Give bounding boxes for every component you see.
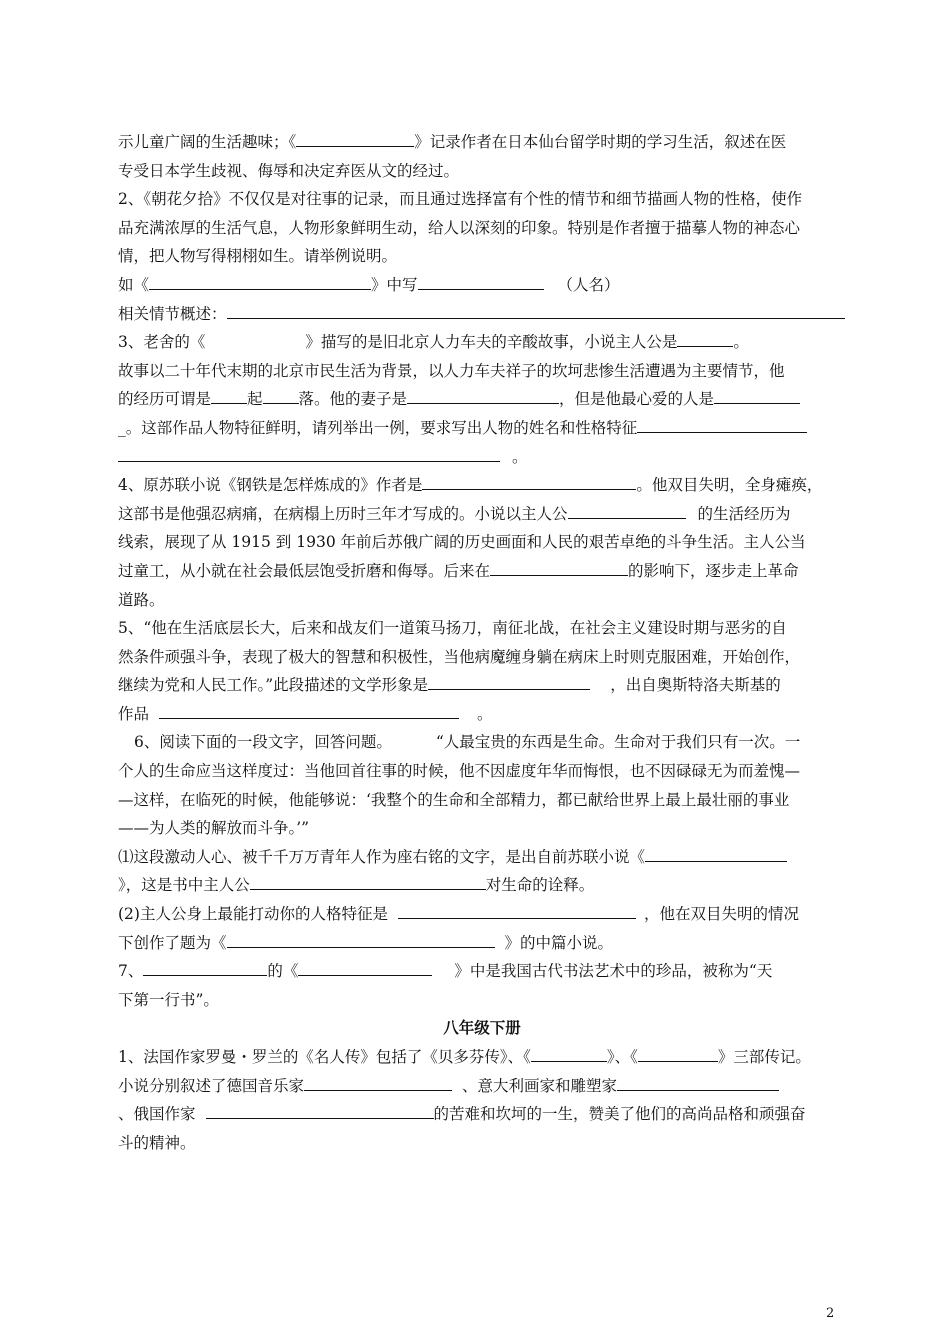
text-span: 7、 [118,962,144,981]
text-span: 。 [733,333,749,352]
page-number: 2 [826,1306,835,1321]
text-line [118,128,846,157]
text-line [118,528,846,557]
text-line [118,242,846,271]
answer-blank[interactable] [407,386,559,404]
answer-blank[interactable] [568,501,686,519]
answer-blank[interactable] [227,301,845,319]
answer-blank[interactable] [617,1073,779,1091]
text-line [118,871,846,900]
answer-blank[interactable] [118,444,500,462]
answer-blank[interactable] [304,1073,452,1091]
text-span: 6、阅读下面的一段文字，回答问题。 [134,733,392,752]
text-span: 的苦难和坎坷的一生，赞美了他们的高尚品格和顽强奋 [433,1105,806,1124]
text-span: （人名） [557,275,620,294]
answer-blank[interactable] [227,930,495,948]
answer-blank[interactable] [490,558,628,576]
answer-blank[interactable] [418,272,544,290]
text-span: 继续为党和人民工作。”此段描述的文学形象是 [118,676,429,695]
answer-blank[interactable] [296,129,414,147]
text-span: 起 [247,390,263,409]
text-line [118,643,846,672]
text-span: 的生活经历为 [697,504,791,523]
text-span: 这部书是他强忍病痛，在病榻上历时三年才写成的。小说以主人公 [118,504,568,523]
text-line [118,1129,846,1158]
text-span: 的《 [267,962,299,981]
text-line [118,843,846,872]
text-span: 过童工，从小就在社会最低层饱受折磨和侮辱。后来在 [118,561,491,580]
answer-blank[interactable] [211,386,247,404]
text-line [118,557,846,586]
text-span: ，出自奥斯特洛夫斯基的 [610,676,781,695]
answer-blank[interactable] [149,272,371,290]
answer-blank[interactable] [422,472,636,490]
answer-blank[interactable] [398,901,636,919]
text-line [118,300,846,329]
text-span: 品充满浓厚的生活气息，人物形象鲜明生动，给人以深刻的印象。特别是作者擅于描摹人物的神态心 [118,218,801,237]
text-span: 道路。 [118,590,165,609]
text-span: 的影响下，逐步走上革命 [628,561,799,580]
text-line [118,614,846,643]
answer-blank[interactable] [428,672,590,690]
text-span: 2、《朝花夕拾》不仅仅是对往事的记录，而且通过选择富有个性的情节和细节描画人物的性格，使作 [118,190,803,209]
answer-blank[interactable] [206,1101,434,1119]
text-line [118,957,846,986]
text-span: 》中是我国古代书法艺术中的珍品，被称为“天 [454,962,773,981]
text-span: 如《 [118,275,150,294]
text-span: _。这部作品人物特征鲜明，请列举出一例，要求写出人物的姓名和性格特征 [118,418,638,437]
text-span: 落。他的妻子是 [298,390,408,409]
text-line [118,414,846,443]
text-span: ，但是他最心爱的人是 [559,390,715,409]
answer-blank[interactable] [714,386,800,404]
section-title: 八年级下册 [443,1019,521,1038]
answer-blank[interactable] [677,329,733,347]
text-span: 下第一行书”。 [118,990,219,1009]
text-span: 5、“他在生活底层长大，后来和战友们一道策马扬刀，南征北战，在社会主义建设时期与恶劣的自 [118,619,787,638]
answer-blank[interactable] [645,844,787,862]
answer-blank[interactable] [263,386,299,404]
text-span: 。 [477,704,493,723]
text-span: 相关情节概述： [118,304,227,323]
text-line [118,814,846,843]
text-span: 对生命的诠释。 [485,876,595,895]
text-span: 。 [512,447,528,466]
text-line [118,157,846,186]
text-line [118,671,846,700]
text-span: 的经历可谓是 [118,390,212,409]
text-line [118,757,846,786]
text-line [118,929,846,958]
text-span: 故事以二十年代末期的北京市民生活为背景，以人力车夫祥子的坎坷悲惨生活遭遇为主要情节，他 [118,361,785,380]
text-span: 3、老舍的《 [118,333,206,352]
text-line [118,700,846,729]
text-span: 4、原苏联小说《钢铁是怎样炼成的》作者是 [118,476,423,495]
text-span: 小说分别叙述了德国音乐家 [118,1076,305,1095]
text-line [118,1100,846,1129]
text-span: 个人的生命应当这样度过：当他回首往事的时候，他不因虚度年华而悔恨，也不因碌碌无为而羞愧— [118,762,801,781]
text-line [118,328,846,357]
text-line [118,586,846,615]
text-line [118,185,846,214]
text-span: 斗的精神。 [118,1133,196,1152]
text-span: 1、法国作家罗曼・罗兰的《名人传》包括了《贝多芬传》、《 [118,1048,531,1066]
text-line [118,1043,846,1072]
text-line [118,500,846,529]
text-span: 示儿童广阔的生活趣味；《 [118,133,297,151]
text-line [118,1072,846,1101]
text-span: (2)主人公身上最能打动你的人格特征是 [118,905,388,924]
answer-blank[interactable] [298,958,432,976]
text-span: 然条件顽强斗争，表现了极大的智慧和积极性，当他病魔缠身躺在病床上时则克服困难，开始创作， [118,647,801,666]
text-line [118,271,846,300]
text-line [118,385,846,414]
answer-blank[interactable] [638,1044,718,1062]
text-span: ——为人类的解放而斗争。’” [118,819,310,838]
text-line [118,986,846,1015]
text-line [118,214,846,243]
page-content [118,128,846,1157]
answer-blank[interactable] [531,1044,607,1062]
text-span: 作品 [118,704,150,723]
text-span: 》描写的是旧北京人力车夫的辛酸故事，小说主人公是 [305,333,678,352]
text-span: ⑴这段激动人心、被千千万万青年人作为座右铭的文字，是出自前苏联小说《 [118,847,646,866]
answer-blank[interactable] [143,958,267,976]
text-line [118,786,846,815]
text-span: 》记录作者在日本仙台留学时期的学习生活，叙述在医 [414,133,787,151]
text-span: 、意大利画家和雕塑家 [462,1076,618,1095]
text-line [118,443,846,472]
text-span: 。他双目失明，全身瘫痪， [636,476,823,495]
text-span: 线索，展现了从 1915 到 1930 年前后苏俄广阔的历史画面和人民的艰苦卓绝的斗争生活。主人公当 [118,533,806,552]
text-span: 专受日本学生歧视、侮辱和决定弃医从文的经过。 [118,161,460,180]
text-line [118,357,846,386]
text-span: 》中写 [371,275,418,294]
text-span: 》三部传记。 [717,1048,811,1066]
text-line [118,471,846,500]
text-span: —这样，在临死的时候，他能够说：‘我整个的生命和全部精力，都已献给世界上最上最壮丽的事业 [118,790,790,809]
text-span: 、俄国作家 [118,1105,196,1124]
text-span: 下创作了题为《 [118,933,227,952]
text-span: 》，这是书中主人公 [118,876,250,895]
answer-blank[interactable] [637,415,807,433]
answer-blank[interactable] [159,701,459,719]
text-span: ，他在双目失明的情况 [643,905,799,924]
text-span: 》的中篇小说。 [504,933,614,952]
text-line [118,900,846,929]
answer-blank[interactable] [250,872,486,890]
text-line [118,728,846,757]
text-span: 情，把人物写得栩栩如生。请举例说明。 [118,247,398,266]
text-span: “人最宝贵的东西是生命。生命对于我们只有一次。一 [435,733,801,752]
text-span: 》、《 [606,1048,638,1066]
